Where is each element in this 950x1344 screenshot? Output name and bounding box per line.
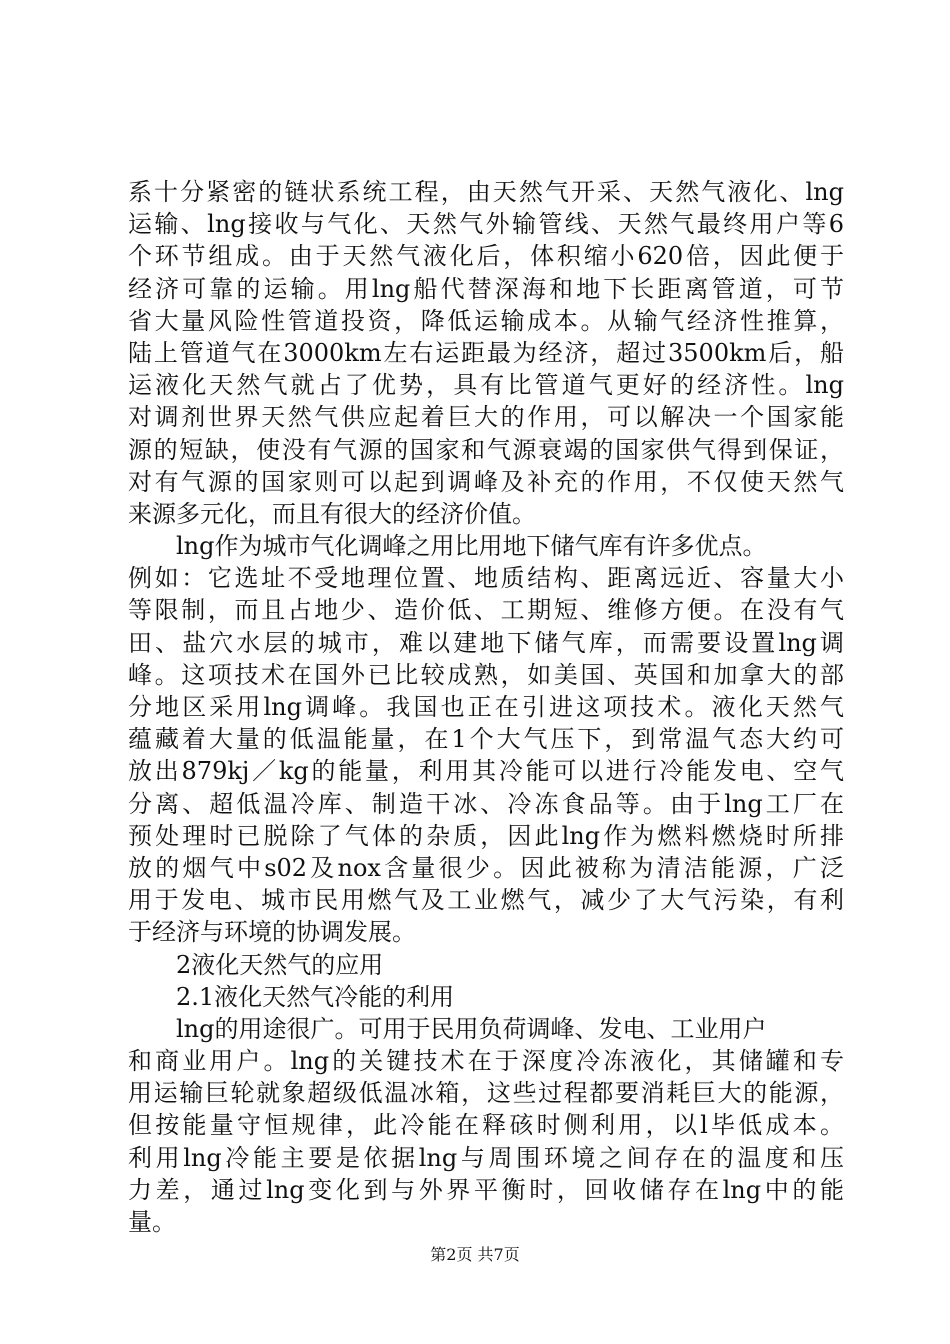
section-heading: 2液化天然气的应用 bbox=[176, 950, 384, 979]
text-line: 等限制，而且占地少、造价低、工期短、维修方便。在没有气 bbox=[128, 596, 844, 625]
text-line: 对调剂世界天然气供应起着巨大的作用，可以解决一个国家能 bbox=[128, 403, 844, 432]
text-line: 量。 bbox=[128, 1208, 176, 1236]
text-line: 省大量风险性管道投资，降低运输成本。从输气经济性推算， bbox=[128, 306, 844, 335]
text-line: 力差，通过lng变化到与外界平衡时，回收储存在lng中的能 bbox=[128, 1175, 844, 1204]
text-line: 分离、超低温冷库、制造干冰、冷冻食品等。由于lng工厂在 bbox=[128, 789, 844, 818]
text-line: 预处理时已脱除了气体的杂质，因此lng作为燃料燃烧时所排 bbox=[128, 821, 844, 850]
text-line: 经济可靠的运输。用lng船代替深海和地下长距离管道，可节 bbox=[128, 274, 844, 303]
text-line: 分地区采用lng调峰。我国也正在引进这项技术。液化天然气 bbox=[128, 693, 844, 721]
text-line: 对有气源的国家则可以起到调峰及补充的作用，不仅使天然气 bbox=[128, 467, 844, 496]
text-line: 峰。这项技术在国外已比较成熟，如美国、英国和加拿大的部 bbox=[128, 660, 844, 689]
paragraph-2 bbox=[128, 530, 844, 948]
text-line: 来源多元化，而且有很大的经济价值。 bbox=[128, 499, 536, 528]
text-line: 于经济与环境的协调发展。 bbox=[128, 918, 416, 947]
text-line: 陆上管道气在3000km左右运距最为经济，超过3500km后，船 bbox=[128, 338, 844, 367]
text-line: 系十分紧密的链状系统工程，由天然气开采、天然气液化、lng bbox=[128, 178, 844, 206]
text-line: lng的用途很广。可用于民用负荷调峰、发电、工业用户 bbox=[176, 1014, 767, 1043]
text-line: 例如：它选址不受地理位置、地质结构、距离远近、容量大小 bbox=[128, 564, 844, 593]
subsection-heading: 2.1液化天然气冷能的利用 bbox=[176, 982, 455, 1011]
text-line: 和商业用户。lng的关键技术在于深度冷冻液化，其储罐和专 bbox=[128, 1047, 844, 1076]
text-line: 田、盐穴水层的城市，难以建地下储气库，而需要设置lng调 bbox=[128, 628, 844, 657]
paragraph-1 bbox=[128, 176, 844, 530]
text-line: lng作为城市气化调峰之用比用地下储气库有许多优点。 bbox=[176, 532, 767, 561]
text-line: 蕴藏着大量的低温能量，在1个大气压下，到常温气态大约可 bbox=[128, 725, 844, 754]
text-line: 源的短缺，使没有气源的国家和气源衰竭的国家供气得到保证， bbox=[128, 435, 844, 464]
text-line: 利用lng冷能主要是依据lng与周围环境之间存在的温度和压 bbox=[128, 1143, 844, 1172]
text-line: 运液化天然气就占了优势，具有比管道气更好的经济性。lng bbox=[128, 371, 844, 400]
document-body bbox=[128, 176, 844, 1238]
page-number-footer: 第2页 共7页 bbox=[430, 1245, 520, 1264]
text-line: 个环节组成。由于天然气液化后，体积缩小620倍，因此便于 bbox=[128, 242, 844, 271]
text-line: 放的烟气中s02及nox含量很少。因此被称为清洁能源，广泛 bbox=[128, 853, 844, 882]
text-line: 用于发电、城市民用燃气及工业燃气，减少了大气污染，有利 bbox=[128, 886, 844, 915]
text-line: 但按能量守恒规律，此冷能在释硋时侧利用，以l毕低成本。 bbox=[128, 1111, 844, 1140]
paragraph-3 bbox=[128, 1013, 844, 1238]
text-line: 用运输巨轮就象超级低温冰箱，这些过程都要消耗巨大的能源， bbox=[128, 1079, 844, 1108]
text-line: 运输、lng接收与气化、天然气外输管线、天然气最终用户等6 bbox=[128, 210, 844, 239]
text-line: 放出879kj／kg的能量，利用其冷能可以进行冷能发电、空气 bbox=[128, 757, 844, 786]
